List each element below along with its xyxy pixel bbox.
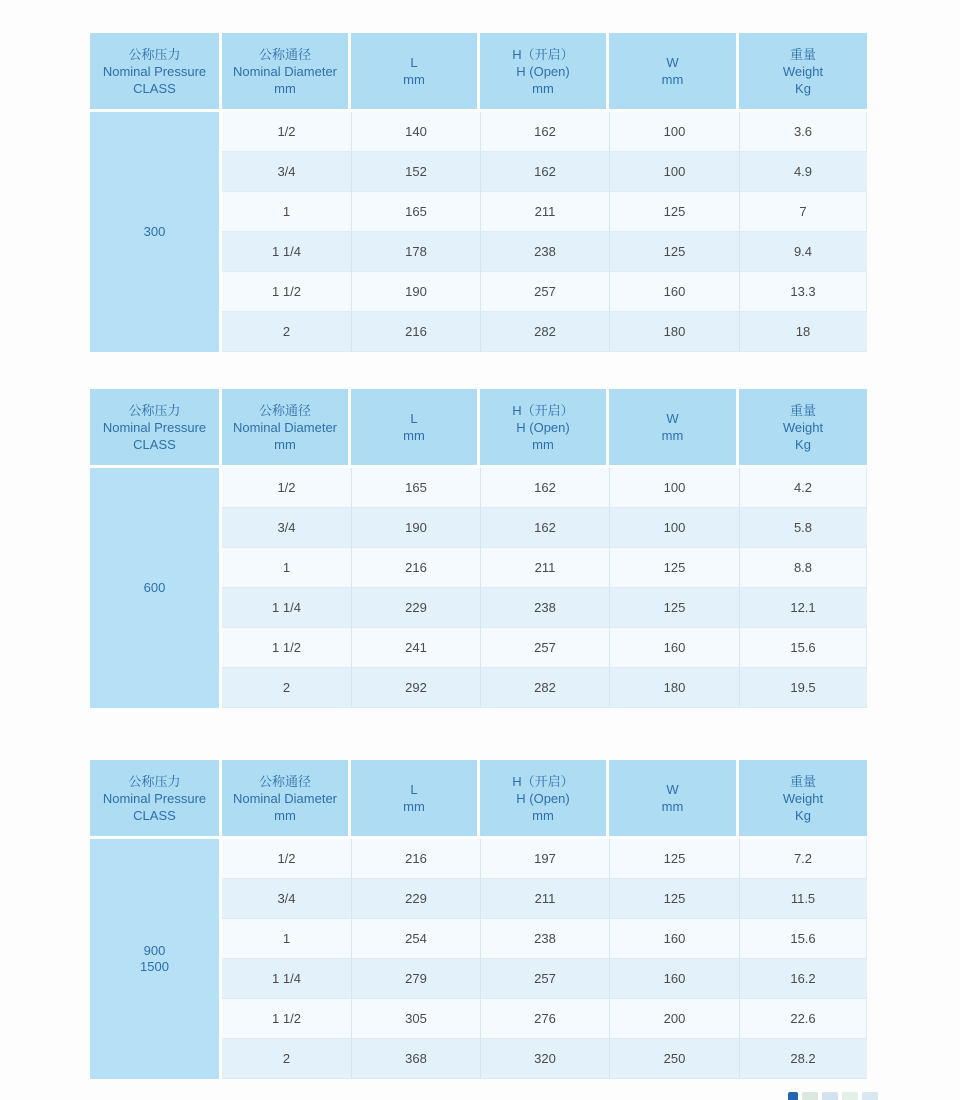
header-line: mm — [661, 799, 684, 814]
header-line: Nominal Pressure — [102, 419, 207, 435]
header-line: mm — [661, 428, 684, 443]
watermark-text-fragment — [842, 1092, 858, 1100]
header-row — [90, 389, 867, 468]
data-cell: 238 — [480, 587, 609, 627]
header-line: mm — [532, 80, 554, 96]
data-cell: 282 — [480, 311, 609, 352]
data-cell: 2 — [222, 667, 351, 708]
header-line: CLASS — [133, 807, 176, 823]
data-cell: 368 — [351, 1038, 480, 1079]
data-cell: 15.6 — [739, 918, 867, 958]
header-line: H (Open) — [516, 63, 570, 79]
header-line: mm — [274, 80, 296, 96]
header-cell-col-2 — [351, 33, 480, 112]
data-cell: 180 — [609, 311, 739, 352]
data-cell: 18 — [739, 311, 867, 352]
data-cell: 3/4 — [222, 151, 351, 191]
data-cell: 7.2 — [739, 839, 867, 878]
data-cell: 125 — [609, 191, 739, 231]
data-cell: 3.6 — [739, 112, 867, 151]
header-line: W — [666, 782, 679, 797]
data-cell: 125 — [609, 547, 739, 587]
header-line: 公称通径 — [258, 773, 311, 789]
spec-table-section-class-300 — [90, 33, 867, 352]
spec-table-section-class-600 — [90, 389, 867, 708]
header-line: H（开启） — [512, 773, 574, 789]
spec-table-class-600 — [90, 389, 867, 708]
data-cell: 1 1/4 — [222, 587, 351, 627]
data-cell: 28.2 — [739, 1038, 867, 1079]
data-cell: 22.6 — [739, 998, 867, 1038]
data-cell: 238 — [480, 231, 609, 271]
data-cell: 12.1 — [739, 587, 867, 627]
header-line: Weight — [782, 63, 824, 79]
header-line: 公称压力 — [128, 773, 181, 789]
data-cell: 257 — [480, 627, 609, 667]
data-cell: 125 — [609, 231, 739, 271]
header-line: mm — [532, 807, 554, 823]
spec-table-class-900-1500 — [90, 760, 867, 1079]
data-cell: 2 — [222, 1038, 351, 1079]
data-cell: 216 — [351, 839, 480, 878]
data-cell: 162 — [480, 112, 609, 151]
header-line: 公称压力 — [128, 46, 181, 62]
header-line: 重量 — [789, 402, 816, 418]
data-cell: 216 — [351, 311, 480, 352]
header-line: 公称压力 — [128, 402, 181, 418]
header-cell-col-3 — [480, 760, 609, 839]
header-line: mm — [274, 807, 296, 823]
table-row — [90, 839, 867, 878]
data-cell: 254 — [351, 918, 480, 958]
header-line: W — [666, 411, 679, 426]
pressure-class-line: 1500 — [140, 959, 169, 974]
data-cell: 1/2 — [222, 112, 351, 151]
watermark-logo — [788, 1092, 928, 1100]
header-line: Nominal Pressure — [102, 63, 207, 79]
header-cell-col-0 — [90, 33, 222, 112]
data-cell: 100 — [609, 507, 739, 547]
header-line: Weight — [782, 790, 824, 806]
table-row — [90, 468, 867, 507]
header-row — [90, 33, 867, 112]
data-cell: 160 — [609, 918, 739, 958]
header-line: CLASS — [133, 80, 176, 96]
data-cell: 125 — [609, 878, 739, 918]
data-cell: 4.9 — [739, 151, 867, 191]
data-cell: 9.4 — [739, 231, 867, 271]
data-cell: 100 — [609, 112, 739, 151]
header-line: H (Open) — [516, 790, 570, 806]
header-cell-col-5 — [739, 33, 867, 112]
data-cell: 211 — [480, 878, 609, 918]
header-cell-col-1 — [222, 760, 351, 839]
data-cell: 125 — [609, 839, 739, 878]
watermark-text-fragment — [802, 1092, 818, 1100]
data-cell: 5.8 — [739, 507, 867, 547]
pressure-class-line: 300 — [143, 224, 166, 239]
header-line: H（开启） — [512, 402, 574, 418]
header-line: H（开启） — [512, 46, 574, 62]
data-cell: 16.2 — [739, 958, 867, 998]
data-cell: 257 — [480, 271, 609, 311]
watermark-text-fragment — [822, 1092, 838, 1100]
data-cell: 178 — [351, 231, 480, 271]
header-cell-col-0 — [90, 389, 222, 468]
data-cell: 180 — [609, 667, 739, 708]
header-line: L — [410, 55, 418, 70]
header-line: 重量 — [789, 773, 816, 789]
data-cell: 200 — [609, 998, 739, 1038]
header-line: Kg — [795, 436, 811, 452]
header-cell-col-0 — [90, 760, 222, 839]
data-cell: 190 — [351, 507, 480, 547]
data-cell: 100 — [609, 468, 739, 507]
data-cell: 3/4 — [222, 878, 351, 918]
pressure-class-cell — [90, 468, 222, 708]
header-line: H (Open) — [516, 419, 570, 435]
header-cell-col-2 — [351, 760, 480, 839]
header-cell-col-4 — [609, 389, 739, 468]
header-line: W — [666, 55, 679, 70]
data-cell: 292 — [351, 667, 480, 708]
data-cell: 1 — [222, 191, 351, 231]
data-cell: 229 — [351, 587, 480, 627]
pressure-class-cell — [90, 112, 222, 352]
data-cell: 152 — [351, 151, 480, 191]
data-cell: 160 — [609, 271, 739, 311]
data-cell: 216 — [351, 547, 480, 587]
data-cell: 1 1/2 — [222, 271, 351, 311]
header-line: 公称通径 — [258, 402, 311, 418]
header-cell-col-1 — [222, 33, 351, 112]
data-cell: 162 — [480, 507, 609, 547]
header-line: Weight — [782, 419, 824, 435]
watermark-text-fragment — [862, 1092, 878, 1100]
watermark-mark-icon — [788, 1092, 798, 1100]
header-line: CLASS — [133, 436, 176, 452]
data-cell: 162 — [480, 151, 609, 191]
header-line: L — [410, 411, 418, 426]
header-line: mm — [403, 72, 425, 87]
data-cell: 197 — [480, 839, 609, 878]
data-cell: 1/2 — [222, 839, 351, 878]
data-cell: 257 — [480, 958, 609, 998]
header-line: Nominal Diameter — [232, 790, 338, 806]
header-cell-col-2 — [351, 389, 480, 468]
data-cell: 2 — [222, 311, 351, 352]
header-line: mm — [532, 436, 554, 452]
data-cell: 211 — [480, 191, 609, 231]
header-line: Nominal Pressure — [102, 790, 207, 806]
data-cell: 19.5 — [739, 667, 867, 708]
data-cell: 1 — [222, 918, 351, 958]
data-cell: 320 — [480, 1038, 609, 1079]
spec-table-class-300 — [90, 33, 867, 352]
data-cell: 100 — [609, 151, 739, 191]
data-cell: 165 — [351, 191, 480, 231]
header-cell-col-3 — [480, 389, 609, 468]
data-cell: 305 — [351, 998, 480, 1038]
data-cell: 125 — [609, 587, 739, 627]
data-cell: 276 — [480, 998, 609, 1038]
header-cell-col-5 — [739, 760, 867, 839]
data-cell: 1/2 — [222, 468, 351, 507]
data-cell: 13.3 — [739, 271, 867, 311]
data-cell: 162 — [480, 468, 609, 507]
header-line: Kg — [795, 807, 811, 823]
data-cell: 3/4 — [222, 507, 351, 547]
header-cell-col-4 — [609, 760, 739, 839]
pressure-class-cell — [90, 839, 222, 1079]
data-cell: 8.8 — [739, 547, 867, 587]
data-cell: 11.5 — [739, 878, 867, 918]
data-cell: 229 — [351, 878, 480, 918]
header-line: mm — [274, 436, 296, 452]
header-line: mm — [403, 799, 425, 814]
header-line: Nominal Diameter — [232, 63, 338, 79]
header-line: 重量 — [789, 46, 816, 62]
data-cell: 238 — [480, 918, 609, 958]
header-line: Kg — [795, 80, 811, 96]
header-line: 公称通径 — [258, 46, 311, 62]
header-cell-col-4 — [609, 33, 739, 112]
data-cell: 241 — [351, 627, 480, 667]
header-line: mm — [661, 72, 684, 87]
header-line: L — [410, 782, 418, 797]
header-cell-col-3 — [480, 33, 609, 112]
data-cell: 160 — [609, 958, 739, 998]
spec-table-section-class-900-1500 — [90, 760, 867, 1079]
header-cell-col-1 — [222, 389, 351, 468]
header-line: mm — [403, 428, 425, 443]
data-cell: 160 — [609, 627, 739, 667]
data-cell: 279 — [351, 958, 480, 998]
header-cell-col-5 — [739, 389, 867, 468]
header-line: Nominal Diameter — [232, 419, 338, 435]
data-cell: 211 — [480, 547, 609, 587]
data-cell: 282 — [480, 667, 609, 708]
pressure-class-line: 600 — [143, 580, 166, 595]
data-cell: 7 — [739, 191, 867, 231]
pressure-class-line: 900 — [143, 943, 166, 958]
data-cell: 15.6 — [739, 627, 867, 667]
data-cell: 1 1/4 — [222, 231, 351, 271]
data-cell: 1 1/2 — [222, 998, 351, 1038]
table-row — [90, 112, 867, 151]
header-row — [90, 760, 867, 839]
data-cell: 190 — [351, 271, 480, 311]
data-cell: 1 1/2 — [222, 627, 351, 667]
data-cell: 140 — [351, 112, 480, 151]
data-cell: 1 1/4 — [222, 958, 351, 998]
data-cell: 4.2 — [739, 468, 867, 507]
data-cell: 165 — [351, 468, 480, 507]
data-cell: 250 — [609, 1038, 739, 1079]
data-cell: 1 — [222, 547, 351, 587]
